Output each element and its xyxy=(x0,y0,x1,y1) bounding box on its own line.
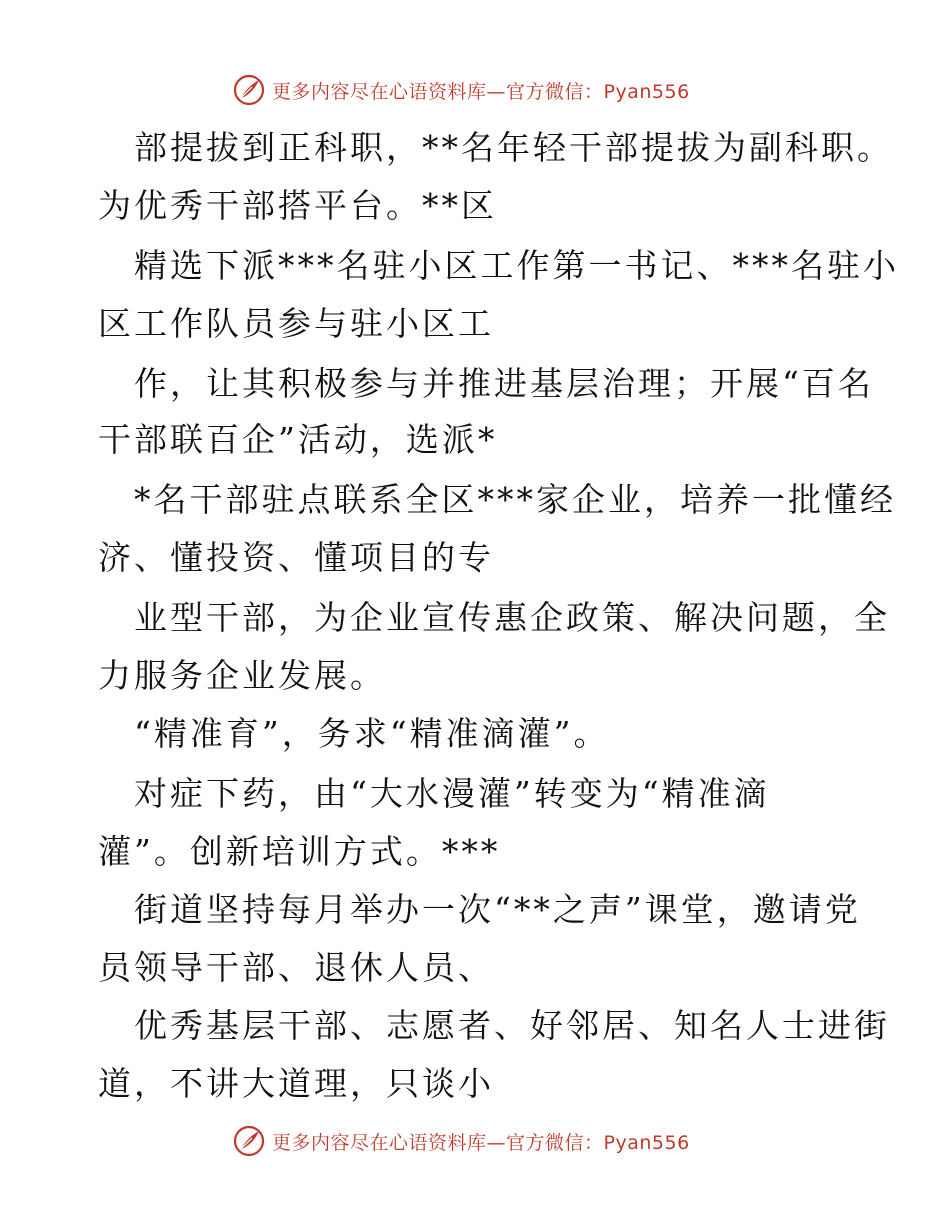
header-watermark xyxy=(232,73,690,107)
watermark-text: 更多内容尽在心语资料库—官方微信：Pyan556 xyxy=(272,1131,690,1154)
body-line: 作，让其积极参与并推进基层治理；开展“百名 xyxy=(134,364,874,403)
body-line: 街道坚持每月举办一次“**之声”课堂，邀请党 xyxy=(134,890,861,929)
body-line: 为优秀干部搭平台。**区 xyxy=(98,186,497,225)
body-line: “精准育”，务求“精准滴灌”。 xyxy=(134,714,610,753)
body-line: 对症下药，由“大水漫灌”转变为“精准滴 xyxy=(134,774,770,813)
body-line: 道，不讲大道理，只谈小 xyxy=(98,1064,494,1103)
body-line: 部提拔到正科职，**名年轻干部提拔为副科职。 xyxy=(134,128,893,167)
body-line: 业型干部，为企业宣传惠企政策、解决问题，全 xyxy=(134,598,890,637)
body-line: *名干部驻点联系全区***家企业，培养一批懂经 xyxy=(134,480,896,519)
body-line: 区工作队员参与驻小区工 xyxy=(98,304,494,343)
footer-watermark xyxy=(232,1124,690,1158)
quill-logo-icon xyxy=(232,73,266,107)
body-line: 干部联百企”活动，选派* xyxy=(98,420,498,459)
watermark-text: 更多内容尽在心语资料库—官方微信：Pyan556 xyxy=(272,80,690,103)
body-line: 优秀基层干部、志愿者、好邻居、知名人士进街 xyxy=(134,1006,890,1045)
body-line: 力服务企业发展。 xyxy=(98,656,386,695)
body-line: 员领导干部、退休人员、 xyxy=(98,948,494,987)
body-line: 灌”。创新培训方式。*** xyxy=(98,832,501,871)
quill-logo-icon xyxy=(232,1124,266,1158)
body-line: 济、懂投资、懂项目的专 xyxy=(98,538,494,577)
body-line: 精选下派***名驻小区工作第一书记、***名驻小 xyxy=(134,246,899,285)
